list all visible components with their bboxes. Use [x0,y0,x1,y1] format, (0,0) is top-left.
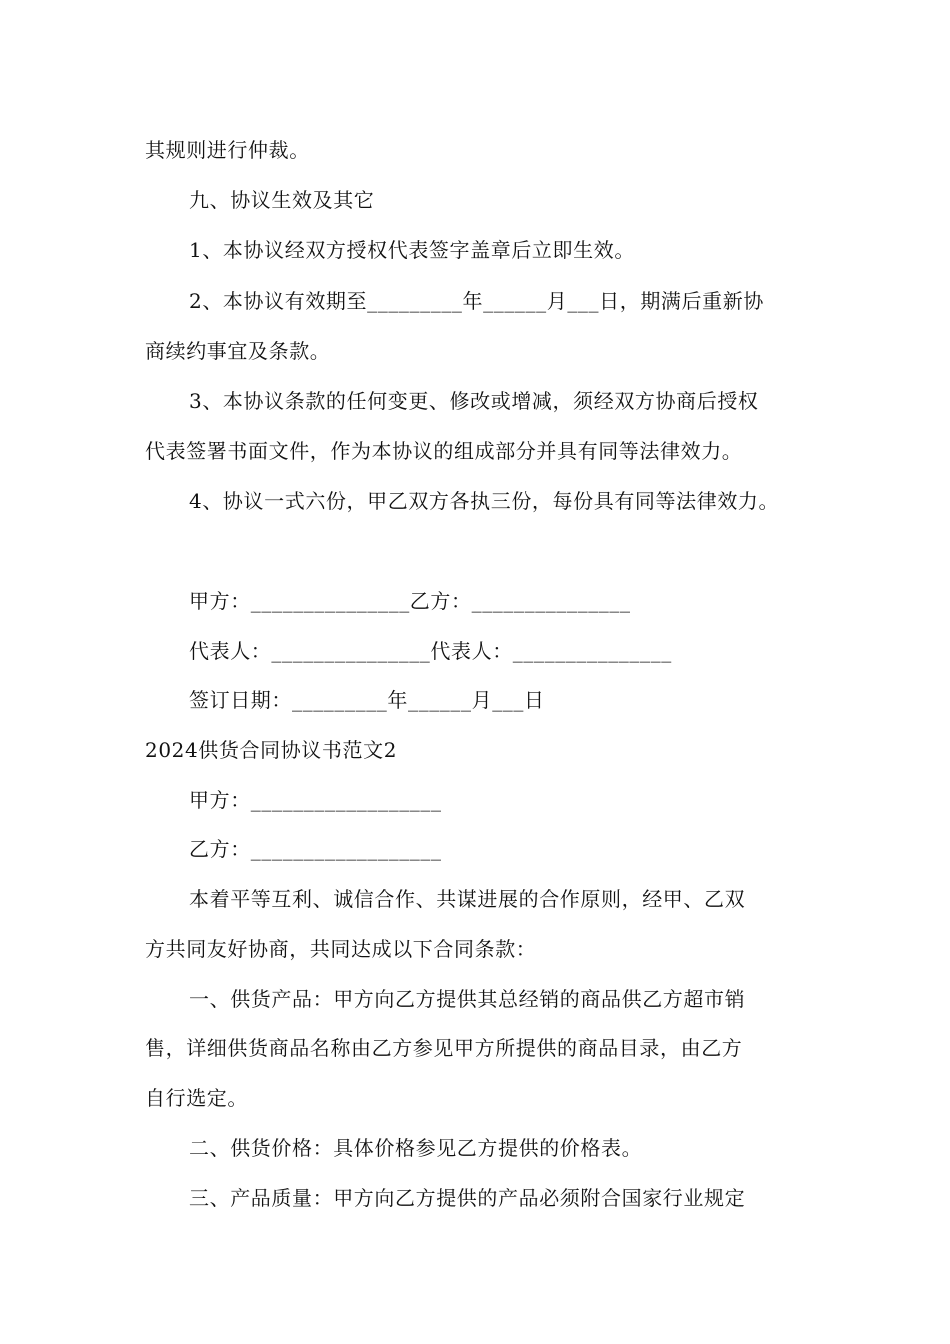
text-line: 商续约事宜及条款。 [145,339,331,363]
text-line: 三、产品质量：甲方向乙方提供的产品必须附合国家行业规定 [189,1186,746,1210]
text-line: 一、供货产品：甲方向乙方提供其总经销的商品供乙方超市销 [189,987,746,1011]
text-line: 售，详细供货商品名称由乙方参见甲方所提供的商品目录，由乙方 [145,1036,743,1060]
text-line: 自行选定。 [145,1086,248,1110]
signature-line-parties: 甲方：_______________乙方：_______________ [189,589,631,613]
document-title: 2024供货合同协议书范文2 [145,738,398,762]
text-line: 代表签署书面文件，作为本协议的组成部分并具有同等法律效力。 [145,439,743,463]
party-b-line: 乙方：__________________ [189,837,442,861]
text-line: 二、供货价格：具体价格参见乙方提供的价格表。 [189,1136,643,1160]
text-line: 2、本协议有效期至_________年______月___日，期满后重新协 [189,289,764,313]
signature-line-date: 签订日期：_________年______月___日 [189,688,545,712]
party-a-line: 甲方：__________________ [189,788,442,812]
text-line: 1、本协议经双方授权代表签字盖章后立即生效。 [189,238,635,262]
text-line: 本着平等互利、诚信合作、共谋进展的合作原则，经甲、乙双 [189,887,746,911]
text-line: 方共同友好协商，共同达成以下合同条款： [145,937,537,961]
text-line: 3、本协议条款的任何变更、修改或增减，须经双方协商后授权 [189,389,759,413]
section-heading: 九、协议生效及其它 [189,188,375,212]
text-line: 其规则进行仲裁。 [145,138,310,162]
signature-line-representatives: 代表人：_______________代表人：_______________ [189,639,672,663]
text-line: 4、协议一式六份，甲乙双方各执三份，每份具有同等法律效力。 [189,489,780,513]
